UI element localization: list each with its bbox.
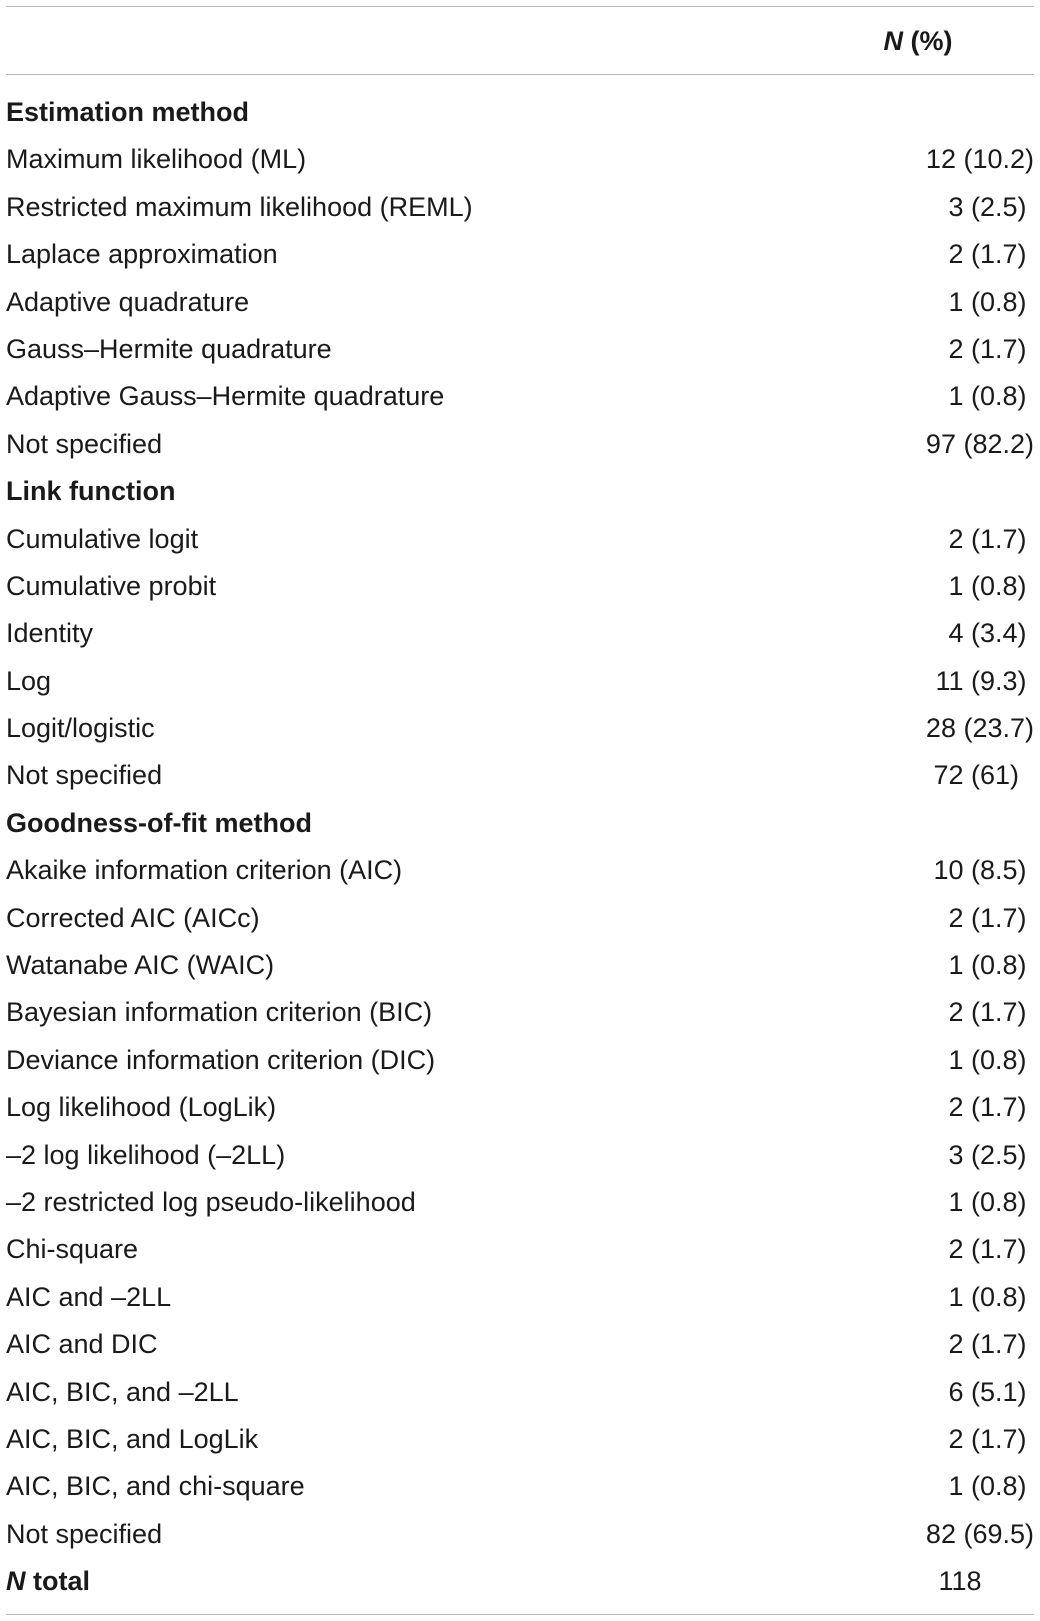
- table-row: [0, 1274, 1040, 1321]
- row-value: 2 (1.7): [948, 523, 1034, 554]
- row-label: Log: [6, 665, 52, 696]
- row-label: AIC and DIC: [6, 1329, 158, 1360]
- row-value: 97 (82.2): [925, 428, 1034, 459]
- section-heading: Estimation method: [6, 97, 250, 127]
- table-row: [0, 658, 1040, 705]
- row-label: Bayesian information criterion (BIC): [6, 997, 433, 1028]
- row-label: –2 restricted log pseudo-likelihood: [6, 1186, 416, 1217]
- table-row: [0, 421, 1040, 468]
- row-label: AIC, BIC, and –2LL: [6, 1376, 239, 1407]
- table-body: [0, 89, 1040, 1606]
- table-row: [0, 373, 1040, 420]
- table-top-rule: [6, 6, 1034, 7]
- row-label: Watanabe AIC (WAIC): [6, 950, 275, 981]
- row-value: 1 (0.8): [948, 1186, 1034, 1217]
- row-label: AIC, BIC, and LogLik: [6, 1423, 259, 1454]
- table-row: [0, 705, 1040, 752]
- table-row: [0, 1463, 1040, 1510]
- row-label: –2 log likelihood (–2LL): [6, 1139, 286, 1170]
- row-label: Identity: [6, 618, 94, 649]
- row-value: 1 (0.8): [948, 570, 1034, 601]
- row-value: 1 (0.8): [948, 1044, 1034, 1075]
- row-value: 3 (2.5): [948, 191, 1034, 222]
- table-row: [0, 610, 1040, 657]
- row-value: 28 (23.7): [925, 713, 1034, 744]
- table-row: [0, 136, 1040, 183]
- row-value: 72 (61): [933, 760, 1034, 791]
- row-label: Not specified: [6, 1518, 163, 1549]
- table-row: [0, 895, 1040, 942]
- table-row: [0, 1037, 1040, 1084]
- row-label: Chi-square: [6, 1234, 139, 1265]
- row-label: Gauss–Hermite quadrature: [6, 333, 332, 364]
- row-label: Deviance information criterion (DIC): [6, 1044, 436, 1075]
- n-symbol: N: [883, 26, 903, 56]
- section-heading-row: [0, 468, 1040, 515]
- table-row: [0, 1511, 1040, 1558]
- row-value: 12 (10.2): [925, 144, 1034, 175]
- row-value: 2 (1.7): [948, 1234, 1034, 1265]
- total-n-symbol: N: [6, 1566, 26, 1597]
- table-row: [0, 1084, 1040, 1131]
- row-value: 2 (1.7): [948, 239, 1034, 270]
- table-row: [0, 1369, 1040, 1416]
- table-row: [0, 1132, 1040, 1179]
- row-value: 10 (8.5): [933, 855, 1034, 886]
- row-value: 1 (0.8): [948, 1471, 1034, 1502]
- row-label: Log likelihood (LogLik): [6, 1092, 277, 1123]
- section-heading-row: [0, 89, 1040, 136]
- row-value: 11 (9.3): [935, 665, 1034, 696]
- total-value: 118: [938, 1566, 982, 1597]
- row-value: 1 (0.8): [948, 950, 1034, 981]
- row-label: Corrected AIC (AICc): [6, 902, 260, 933]
- row-label: Restricted maximum likelihood (REML): [6, 191, 473, 222]
- row-label: AIC, BIC, and chi-square: [6, 1471, 305, 1502]
- row-value: 1 (0.8): [948, 1281, 1034, 1312]
- row-value: 4 (3.4): [948, 618, 1034, 649]
- row-label: AIC and –2LL: [6, 1281, 172, 1312]
- percent-label: (%): [903, 26, 953, 56]
- total-text: total: [25, 1566, 90, 1597]
- header-rule: [6, 74, 1034, 75]
- table-row: [0, 1416, 1040, 1463]
- row-label: Akaike information criterion (AIC): [6, 855, 403, 886]
- row-value: 2 (1.7): [948, 1423, 1034, 1454]
- row-label: Adaptive quadrature: [6, 286, 250, 317]
- table-row: [0, 752, 1040, 799]
- table-row: [0, 563, 1040, 610]
- column-header-n-percent: [838, 14, 998, 68]
- total-row: [0, 1558, 1040, 1605]
- row-label: Maximum likelihood (ML): [6, 144, 307, 175]
- table-row: [0, 231, 1040, 278]
- section-heading: Link function: [6, 476, 176, 507]
- row-label: Not specified: [6, 760, 163, 791]
- section-heading: Goodness-of-fit method: [6, 807, 312, 838]
- row-label: Adaptive Gauss–Hermite quadrature: [6, 381, 445, 412]
- section-heading-row: [0, 800, 1040, 847]
- table-row: [0, 516, 1040, 563]
- row-value: 2 (1.7): [948, 1329, 1034, 1360]
- table-bottom-rule: [6, 1614, 1034, 1615]
- row-value: 2 (1.7): [948, 1092, 1034, 1123]
- table-row: [0, 1226, 1040, 1273]
- row-value: 2 (1.7): [948, 997, 1034, 1028]
- row-label: Cumulative logit: [6, 523, 199, 554]
- row-label: Laplace approximation: [6, 239, 278, 270]
- row-value: 1 (0.8): [948, 286, 1034, 317]
- table-row: [0, 326, 1040, 373]
- row-value: 2 (1.7): [948, 902, 1034, 933]
- row-value: 82 (69.5): [925, 1518, 1034, 1549]
- table-row: [0, 1179, 1040, 1226]
- row-label: Logit/logistic: [6, 713, 155, 744]
- total-label: [6, 1558, 90, 1605]
- table-row: [0, 847, 1040, 894]
- row-label: Not specified: [6, 428, 163, 459]
- table-row: [0, 184, 1040, 231]
- row-value: 6 (5.1): [948, 1376, 1034, 1407]
- row-label: Cumulative probit: [6, 570, 217, 601]
- row-value: 1 (0.8): [948, 381, 1034, 412]
- table-row: [0, 1321, 1040, 1368]
- row-value: 3 (2.5): [948, 1139, 1034, 1170]
- table-row: [0, 942, 1040, 989]
- table-row: [0, 279, 1040, 326]
- row-value: 2 (1.7): [948, 333, 1034, 364]
- table-row: [0, 989, 1040, 1036]
- table-header: [0, 14, 1040, 68]
